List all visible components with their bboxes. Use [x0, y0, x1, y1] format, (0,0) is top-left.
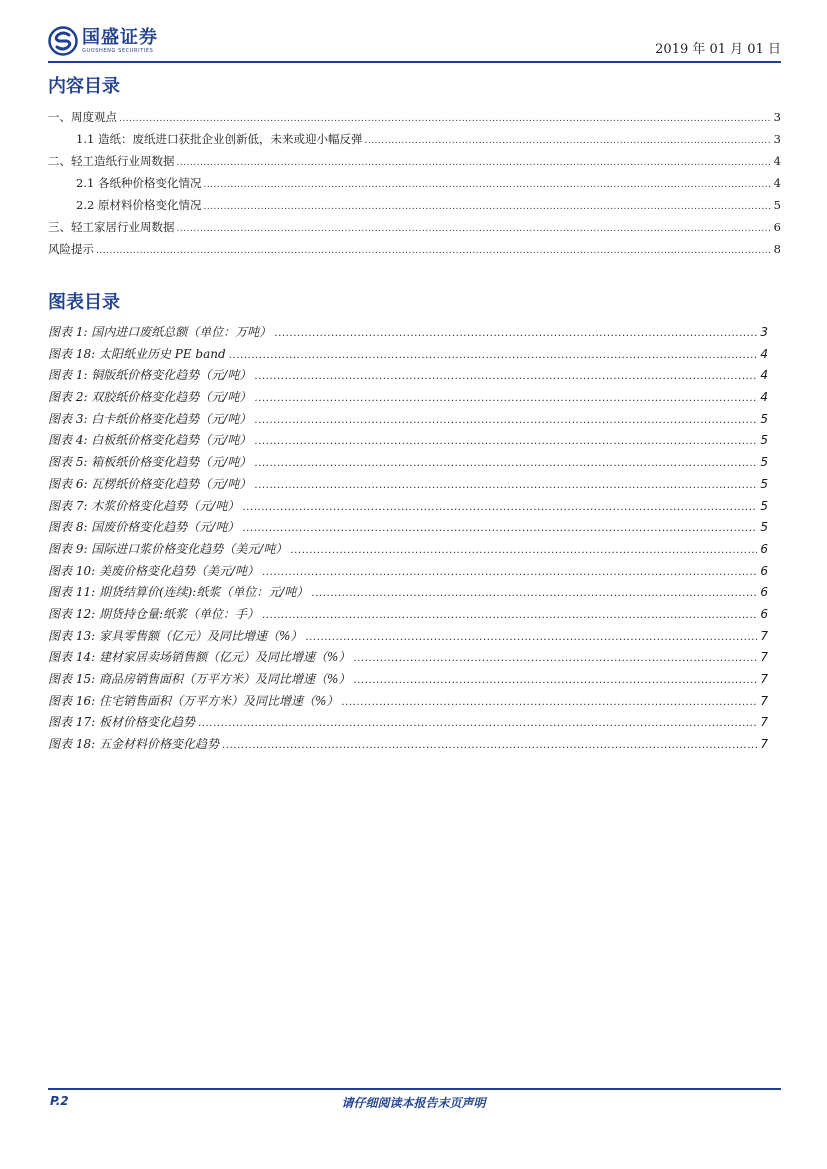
figure-entry[interactable] [48, 365, 768, 387]
leader-dots [177, 150, 772, 174]
leader-dots [254, 409, 757, 432]
figure-entry-page: 7 [760, 693, 768, 708]
figure-entry-label: 图表 13: 家具零售额（亿元）及同比增速（%） [48, 628, 303, 643]
leader-dots [254, 387, 757, 410]
figure-entry-label: 图表 1: 铜版纸价格变化趋势（元/吨） [48, 368, 252, 383]
figure-entry-page: 5 [760, 476, 768, 491]
figure-entry-page: 5 [760, 433, 768, 448]
figure-entry[interactable] [48, 604, 768, 626]
toc-entry[interactable] [48, 106, 781, 128]
toc-entry[interactable] [48, 150, 781, 172]
leader-dots [177, 216, 772, 240]
leader-dots [222, 734, 757, 757]
figure-entry-label: 图表 12: 期货持仓量:纸浆（单位：手） [48, 606, 259, 621]
figure-entry-label: 图表 1: 国内进口废纸总额（单位：万吨） [48, 325, 272, 339]
toc-entry-page: 4 [773, 176, 781, 190]
figure-entry-label: 图表 6: 瓦楞纸价格变化趋势（元/吨） [48, 476, 252, 491]
figure-entry-page: 5 [760, 520, 768, 535]
toc-entry-label: 一、周度观点 [48, 110, 117, 124]
figure-entry[interactable] [48, 344, 768, 366]
figure-entry-label: 图表 14: 建材家居卖场销售额（亿元）及同比增速（%） [48, 650, 351, 665]
toc-entry-label: 2.1 各纸种价格变化情况 [76, 176, 202, 190]
figure-entry-label: 图表 9: 国际进口浆价格变化趋势（美元/吨） [48, 541, 288, 556]
figure-entry-page: 7 [760, 672, 768, 686]
figure-entry[interactable] [48, 691, 768, 713]
figure-entry-page: 4 [760, 368, 768, 383]
toc-entry-label: 风险提示 [48, 242, 94, 256]
figure-entry-label: 图表 7: 木浆价格变化趋势（元/吨） [48, 498, 240, 513]
figure-entry-label: 图表 3: 白卡纸价格变化趋势（元/吨） [48, 411, 252, 426]
figure-entry[interactable] [48, 712, 768, 734]
figure-entry-label: 图表 18: 五金材料价格变化趋势 [48, 737, 219, 752]
figure-entry[interactable] [48, 582, 768, 604]
toc-entry-label: 二、轻工造纸行业周数据 [48, 154, 175, 168]
company-logo [48, 26, 158, 56]
leader-dots [242, 496, 757, 519]
leader-dots [341, 691, 757, 714]
figure-entry-label: 图表 15: 商品房销售面积（万平方米）及同比增速（%） [48, 672, 351, 686]
toc-entry-page: 6 [773, 220, 781, 234]
disclaimer-note: 请仔细阅读本报告末页声明 [341, 1096, 486, 1110]
leader-dots [254, 474, 757, 497]
footer-divider [48, 1088, 781, 1090]
figure-entry-page: 7 [760, 650, 768, 665]
company-name-en: GUOSHENG SECURITIES [82, 47, 154, 54]
company-name-cn: 国盛证券 [82, 26, 158, 48]
figure-entry[interactable] [48, 734, 768, 756]
figure-entry-page: 7 [760, 628, 768, 643]
toc-entry-page: 3 [773, 132, 781, 146]
figure-list-title: 图表目录 [48, 292, 120, 313]
leader-dots [242, 517, 757, 540]
figure-entry-label: 图表 17: 板材价格变化趋势 [48, 715, 195, 730]
figure-entry-label: 图表 2: 双胶纸价格变化趋势（元/吨） [48, 390, 252, 405]
toc-entry-label: 2.2 原材料价格变化情况 [76, 198, 202, 212]
figure-entry-page: 5 [760, 455, 768, 470]
figure-entry-page: 4 [760, 390, 768, 405]
leader-dots [203, 172, 771, 196]
header-divider [48, 61, 781, 63]
figure-list [48, 322, 768, 756]
toc-entry[interactable] [48, 172, 781, 194]
figure-entry-page: 6 [760, 541, 768, 556]
leader-dots [364, 128, 771, 152]
leader-dots [290, 539, 757, 562]
leader-dots [203, 194, 771, 218]
toc-entry-page: 8 [773, 242, 781, 256]
figure-entry[interactable] [48, 452, 768, 474]
figure-entry-page: 5 [760, 411, 768, 426]
figure-entry[interactable] [48, 561, 768, 583]
figure-entry[interactable] [48, 539, 768, 561]
toc-entry[interactable] [48, 238, 781, 260]
page-number: P.2 [50, 1094, 69, 1108]
figure-entry[interactable] [48, 669, 768, 691]
figure-entry[interactable] [48, 496, 768, 518]
figure-entry-label: 图表 16: 住宅销售面积（万平方米）及同比增速（%） [48, 693, 339, 708]
toc-entry[interactable] [48, 216, 781, 238]
figure-entry-page: 3 [760, 325, 768, 339]
toc-entry-page: 5 [773, 198, 781, 212]
toc-entry-label: 1.1 造纸：废纸进口获批企业创新低，未来或迎小幅反弹 [76, 132, 363, 146]
figure-entry[interactable] [48, 647, 768, 669]
leader-dots [353, 647, 757, 670]
toc-entry-page: 4 [773, 154, 781, 168]
figure-entry-page: 7 [760, 715, 768, 730]
toc-entry[interactable] [48, 194, 781, 216]
figure-entry-page: 6 [760, 585, 768, 600]
toc-entry-label: 三、轻工家居行业周数据 [48, 220, 175, 234]
figure-entry[interactable] [48, 626, 768, 648]
toc-entry-page: 3 [773, 110, 781, 124]
figure-entry-page: 7 [760, 737, 768, 752]
report-date: 2019 年 01 月 01 日 [655, 42, 781, 57]
figure-entry-label: 图表 18: 太阳纸业历史 PE band [48, 346, 226, 361]
figure-entry-page: 6 [760, 606, 768, 621]
toc-entry[interactable] [48, 128, 781, 150]
leader-dots [262, 561, 757, 584]
figure-entry[interactable] [48, 517, 768, 539]
figure-entry[interactable] [48, 474, 768, 496]
leader-dots [274, 322, 757, 345]
leader-dots [305, 626, 757, 649]
page-header [48, 22, 781, 62]
leader-dots [254, 452, 757, 475]
leader-dots [229, 344, 758, 367]
figure-entry[interactable] [48, 409, 768, 431]
leader-dots [254, 365, 757, 388]
figure-entry[interactable] [48, 430, 768, 452]
leader-dots [311, 582, 757, 605]
figure-entry-label: 图表 11: 期货结算价(连续):纸浆（单位：元/吨） [48, 585, 309, 600]
leader-dots [96, 238, 772, 262]
leader-dots [198, 712, 757, 735]
figure-entry-page: 5 [760, 498, 768, 513]
guosheng-logo-icon [48, 26, 78, 56]
figure-entry-label: 图表 8: 国废价格变化趋势（元/吨） [48, 520, 240, 535]
figure-entry-label: 图表 4: 白板纸价格变化趋势（元/吨） [48, 433, 252, 448]
figure-entry-page: 4 [760, 346, 768, 361]
leader-dots [262, 604, 757, 627]
figure-entry[interactable] [48, 387, 768, 409]
toc-title: 内容目录 [48, 76, 120, 97]
figure-entry[interactable] [48, 322, 768, 344]
figure-entry-page: 6 [760, 563, 768, 578]
leader-dots [119, 106, 772, 130]
figure-entry-label: 图表 10: 美废价格变化趋势（美元/吨） [48, 563, 259, 578]
leader-dots [353, 669, 757, 692]
table-of-contents [48, 106, 781, 260]
leader-dots [254, 430, 757, 453]
figure-entry-label: 图表 5: 箱板纸价格变化趋势（元/吨） [48, 455, 252, 470]
